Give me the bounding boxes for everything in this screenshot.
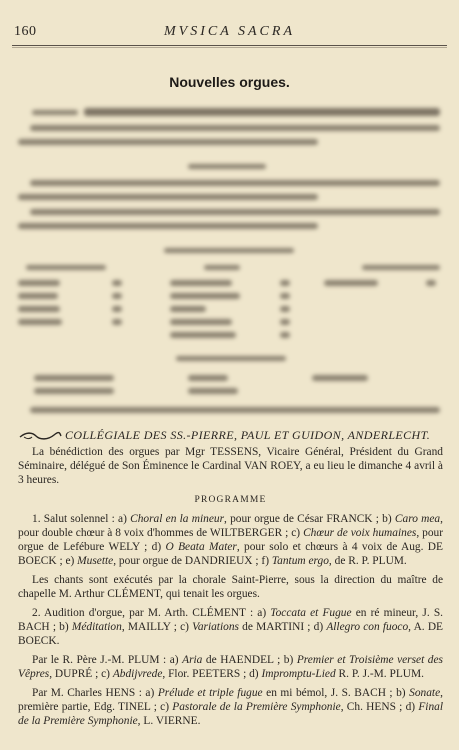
programme-item-4: Par M. Charles HENS : a) Prélude et triple fugue en mi bémol, J. S. BACH ; b) Sonate, première partie, Edg. TINEL ; c) Pastorale de la Première Symphonie, Ch. HENS ; d) Final de la Première Symphonie, L. VIERNE. <box>18 687 444 727</box>
programme-item-2: 2. Audition d'orgue, par M. Arth. CLÉMENT : a) Toccata et Fugue en ré mineur, J. S. BACH ; b) Méditation, MAILLY ; c) Variations de MARTINI ; d) Allegro con fuoco, A. DE BOECK. <box>18 607 444 647</box>
article <box>18 428 443 733</box>
running-title: MVSICA SACRA <box>163 24 295 39</box>
intro-paragraph: La bénédiction des orgues par Mgr TESSENS, Vicaire Général, Président du Grand Séminaire, délégué de Son Éminence le Cardinal VAN ROEY, a eu lieu le dimanche 4 avril à 3 heures. <box>18 446 443 486</box>
programme-item-3: Par le R. Père J.-M. PLUM : a) Aria de HAENDEL ; b) Premier et Troisième verset des Vêpres, DUPRÉ ; c) Abdijvrede, Flor. PEETERS ; d) Impromptu-Lied R. P. J.-M. PLUM. <box>18 654 443 680</box>
ornament-icon <box>18 431 62 441</box>
programme-heading: PROGRAMME <box>194 495 267 505</box>
header-rule <box>12 45 447 46</box>
header-rule-secondary <box>12 47 447 48</box>
article-heading <box>18 428 443 443</box>
running-head <box>14 24 445 40</box>
blurred-article <box>18 102 443 424</box>
programme-item-1: 1. Salut solennel : a) Choral en la mineur, pour orgue de César FRANCK ; b) Caro mea, pour double chœur à 8 voix d'hommes de WILTBERGER ; c) Chœur de voix humaines, pour orgue de Lefébure WELY ; d) O Beata Mater, pour solo et chœurs à 4 voix de Aug. DE BOECK ; e) Musette, pour orgue de DANDRIEUX ; f) Tantum ergo, de R. P. PLUM. <box>18 513 444 567</box>
chants-paragraph: Les chants sont exécutés par la chorale Saint-Pierre, sous la direction du maître de chapelle M. Arthur CLÉMENT, qui tenait les orgues. <box>18 574 443 600</box>
article-heading-text: COLLÉGIALE DES SS.-PIERRE, PAUL ET GUIDON, ANDERLECHT. <box>65 428 431 442</box>
section-title: Nouvelles orgues. <box>169 74 290 90</box>
page-number: 160 <box>14 24 37 39</box>
